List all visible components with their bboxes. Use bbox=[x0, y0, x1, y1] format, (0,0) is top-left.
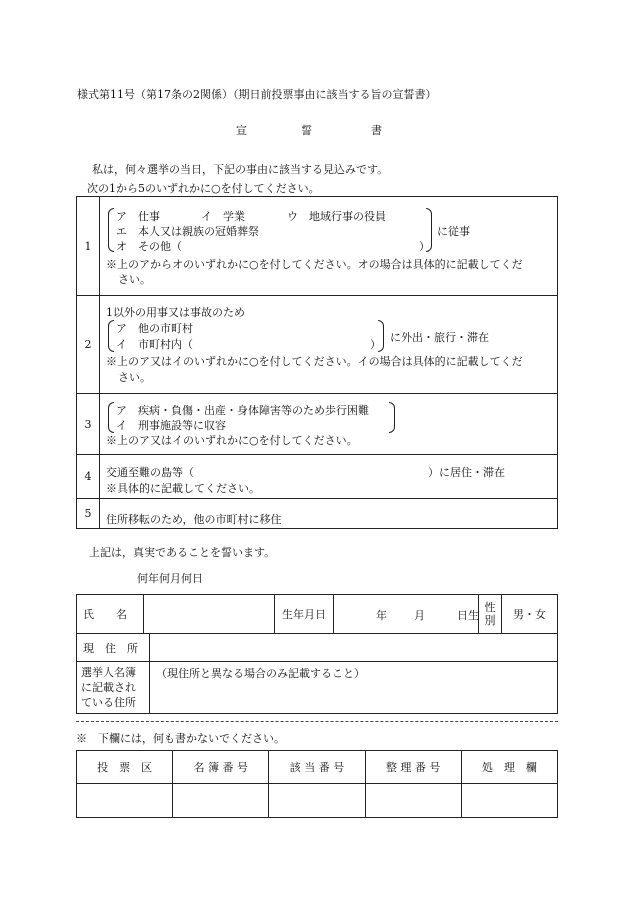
reason-1-num: 1 bbox=[77, 197, 100, 296]
oath-date: 何年何月何日 bbox=[137, 572, 203, 585]
reason-3-opt-i[interactable]: イ 刑事施設等に収容 bbox=[116, 419, 226, 432]
name-field[interactable] bbox=[144, 595, 275, 634]
reason-2-head: 1以外の用事又は事故のため bbox=[106, 306, 245, 319]
oath-statement: 上記は，真実であることを誓います。 bbox=[89, 546, 276, 559]
birth-field[interactable] bbox=[334, 595, 479, 634]
title-char-3: 書 bbox=[371, 124, 382, 137]
reason-2-note-1: ※上のア又はイのいずれかに○を付してください。イの場合は具体的に記載してくだ bbox=[106, 355, 523, 368]
reason-2-num: 2 bbox=[77, 296, 100, 394]
intro-line-1: 私は，何々選挙の当日，下記の事由に該当する見込みです。 bbox=[92, 163, 389, 176]
office-note: ※ 下欄には，何も書かないでください。 bbox=[76, 732, 285, 745]
reason-3-num: 3 bbox=[77, 394, 100, 455]
sex-label-1: 性 bbox=[484, 601, 496, 614]
office-cell-3 bbox=[269, 784, 365, 818]
reason-3-note: ※上のア又はイのいずれかに○を付してください。 bbox=[106, 434, 358, 447]
registered-label-2: に記載され bbox=[81, 681, 136, 694]
registered-label-3: ている住所 bbox=[81, 696, 136, 709]
registered-address-label bbox=[77, 662, 150, 714]
col-processing: 処 理 欄 bbox=[461, 751, 557, 784]
reason-3-opt-a[interactable]: ア 疾病・負傷・出産・身体障害等のため歩行困難 bbox=[116, 404, 369, 417]
sex-value[interactable]: 男・女 bbox=[502, 595, 558, 634]
reason-1-opt-i[interactable]: イ 学業 bbox=[201, 210, 245, 223]
reason-3-right-bracket bbox=[389, 402, 395, 433]
title-char-2: 誓 bbox=[301, 124, 312, 137]
reason-1-note-1: ※上のアからオのいずれかに○を付してください。オの場合は具体的に記載してくだ bbox=[106, 258, 523, 271]
birth-day-label: 日生 bbox=[457, 609, 479, 622]
reason-2-right-bracket bbox=[378, 320, 384, 352]
reason-1-opt-a[interactable]: ア 仕事 bbox=[116, 210, 160, 223]
office-cell-4 bbox=[365, 784, 461, 818]
reason-1-right-bracket bbox=[426, 208, 432, 252]
name-label: 氏 名 bbox=[77, 595, 144, 634]
address-table bbox=[76, 633, 558, 714]
registered-label-1: 選挙人名簿 bbox=[81, 666, 136, 679]
col-register-number: 名 簿 番 号 bbox=[173, 751, 269, 784]
intro-line-2: 次の1から5のいずれかに○を付してください。 bbox=[87, 182, 320, 195]
birth-month-label: 月 bbox=[414, 609, 425, 622]
form-header: 様式第11号（第17条の2関係）（期日前投票事由に該当する旨の宣誓書） bbox=[77, 88, 437, 101]
reason-2-left-bracket bbox=[108, 320, 114, 352]
reason-1-close-paren: ） bbox=[419, 240, 430, 253]
reason-4-num: 4 bbox=[77, 455, 100, 499]
birth-label: 生年月日 bbox=[275, 595, 334, 634]
title-char-1: 宣 bbox=[236, 124, 247, 137]
reason-1-suffix: に従事 bbox=[437, 225, 470, 238]
reason-1-note-2: さい。 bbox=[118, 273, 151, 286]
reason-1-left-bracket bbox=[108, 208, 114, 252]
reason-4-note: ※具体的に記載してください。 bbox=[106, 482, 260, 495]
col-applicable-number: 該 当 番 号 bbox=[269, 751, 365, 784]
reason-2-close-paren: ） bbox=[370, 338, 381, 351]
office-cell-5 bbox=[461, 784, 557, 818]
person-table bbox=[76, 594, 558, 634]
sex-label-2: 別 bbox=[484, 614, 496, 627]
reason-2-opt-i[interactable]: イ 市町村内（ bbox=[116, 338, 193, 351]
reason-1-opt-u[interactable]: ウ 地域行事の役員 bbox=[287, 210, 386, 223]
birth-year-label: 年 bbox=[376, 609, 387, 622]
reason-2-note-2: さい。 bbox=[118, 371, 151, 384]
office-table bbox=[76, 750, 558, 818]
reason-1-opt-e[interactable]: エ 本人又は親族の冠婚葬祭 bbox=[116, 225, 259, 238]
address-label: 現 住 所 bbox=[77, 634, 150, 662]
registered-address-field[interactable]: （現住所と異なる場合のみ記載すること） bbox=[150, 662, 558, 714]
office-cell-1 bbox=[77, 784, 173, 818]
col-reference-number: 整 理 番 号 bbox=[365, 751, 461, 784]
reason-2-opt-a[interactable]: ア 他の市町村 bbox=[116, 322, 193, 335]
reason-3-left-bracket bbox=[108, 402, 114, 433]
reason-2-suffix: に外出・旅行・滞在 bbox=[390, 331, 489, 344]
reason-4-text: 交通至難の島等（ bbox=[106, 466, 194, 479]
reason-5-num: 5 bbox=[77, 499, 100, 529]
sex-label bbox=[479, 595, 502, 634]
col-voting-district: 投 票 区 bbox=[77, 751, 173, 784]
address-field[interactable] bbox=[150, 634, 558, 662]
cut-line bbox=[76, 721, 558, 722]
reason-1-opt-o[interactable]: オ その他（ bbox=[116, 240, 182, 253]
office-cell-2 bbox=[173, 784, 269, 818]
reason-5-text: 住所移転のため，他の市町村に移住 bbox=[106, 513, 282, 526]
reason-4-suffix: ）に居住・滞在 bbox=[428, 466, 505, 479]
